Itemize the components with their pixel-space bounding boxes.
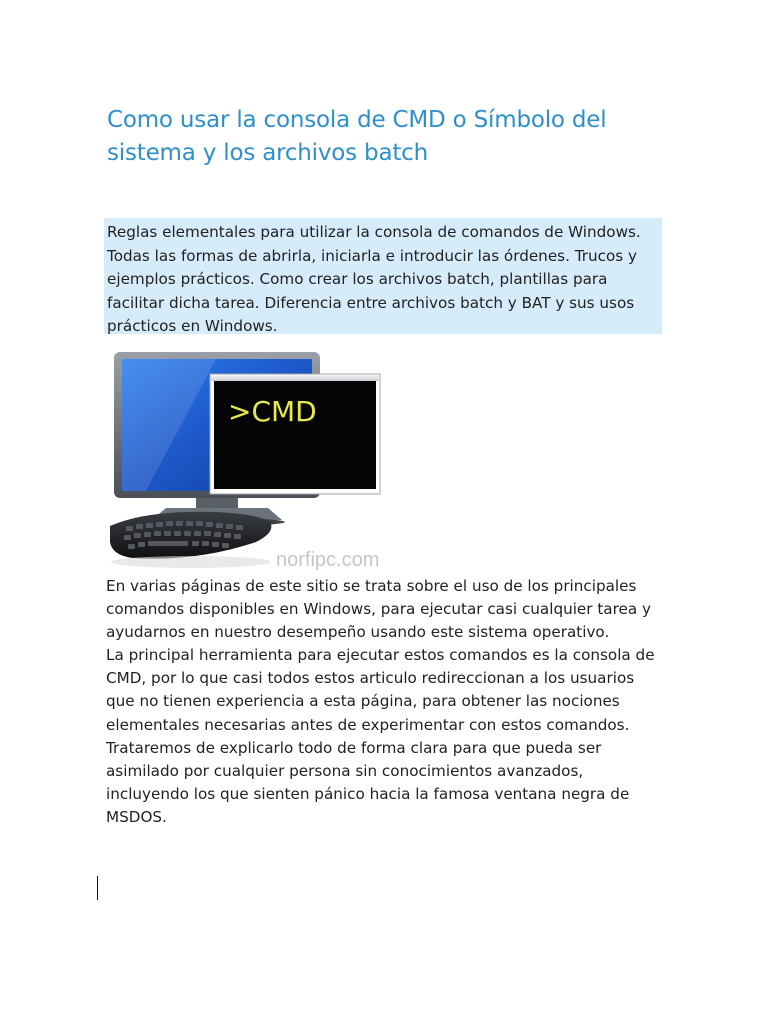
keyboard-icon [110,512,271,568]
article-summary-box [104,218,662,334]
console-window-icon [210,374,380,494]
article-paragraph: Trataremos de explicarlo todo de forma clara para que pueda ser asimilado por cualquier persona sin conocimientos avanzados, incluyendo los que sienten pánico hacia la famosa ventana negra de MSDOS. [106,738,630,826]
watermark-text: norfipc.com [276,549,380,571]
article-paragraph: En varias páginas de este sitio se trata sobre el uso de los principales comandos disponibles en Windows, para ejecutar casi cualquier tarea y ayudarnos en nuestro desempeño usando este sistema operativo. [106,577,651,642]
text-cursor [97,876,98,900]
cmd-illustration [106,350,388,572]
article-body [106,575,666,829]
article-paragraph: La principal herramienta para ejecutar estos comandos es la consola de CMD, por lo que casi todos estos articulo redireccionan a los usuarios que no tienen experiencia a esta página, para obtener las nociones elementales necesarias antes de experimentar con estos comandos. [106,646,655,734]
article-title: Como usar la consola de CMD o Símbolo del sistema y los archivos batch [107,107,607,166]
console-text: >CMD [228,395,317,428]
article-summary: Reglas elementales para utilizar la consola de comandos de Windows. Todas las formas de abrirla, iniciarla e introducir las órdenes. Trucos y ejemplos prácticos. Como crear los archivos batch, plantillas para facilitar dicha tarea. Diferencia entre archivos batch y BAT y sus usos prácticos en Windows. [107,223,641,335]
